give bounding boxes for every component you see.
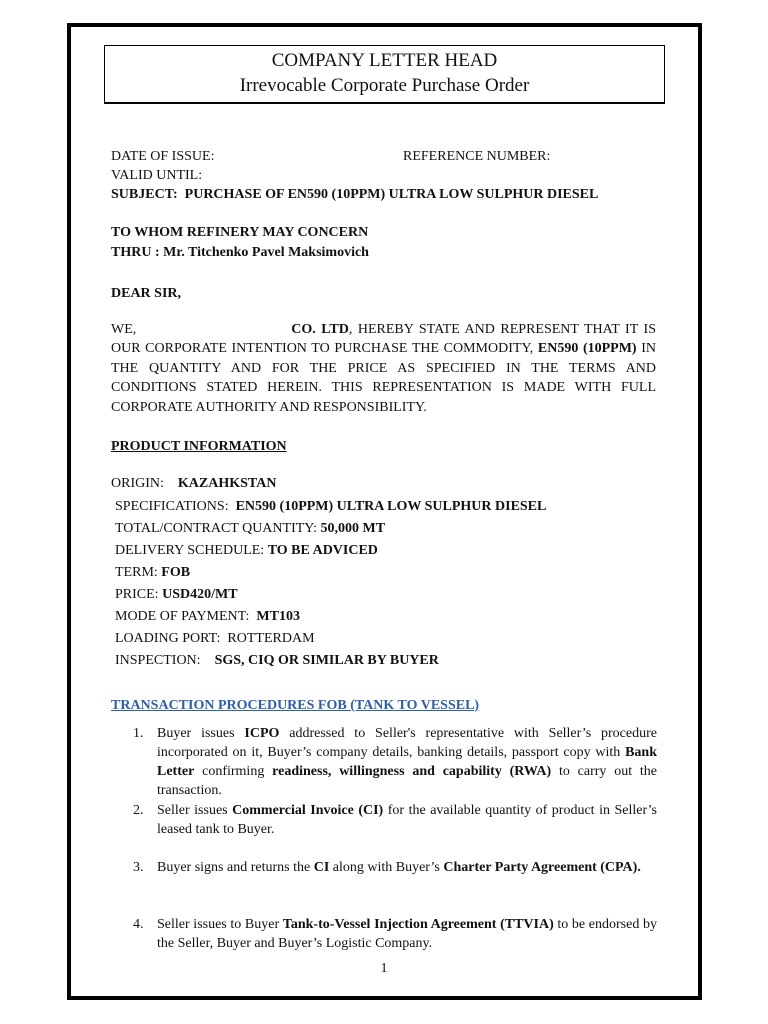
- product-label: PRICE:: [115, 587, 159, 602]
- procedure-text: along with Buyer’s: [329, 860, 444, 875]
- subject-line: [111, 185, 598, 204]
- product-row: [115, 607, 300, 626]
- product-row: [115, 519, 385, 538]
- date-of-issue: DATE OF ISSUE:: [111, 149, 215, 164]
- product-row: [115, 585, 238, 604]
- intro-text-2: IN THE QUANTITY AND FOR THE PRICE AS SPECIFIED IN THE TERMS AND CONDITIONS STATED HEREIN. THIS REPRESENTATION IS MADE WITH FULL CORPORATE AUTHORITY AND RESPONSIBILITY.: [111, 341, 656, 415]
- product-row: [115, 563, 190, 582]
- reference-number: REFERENCE NUMBER:: [403, 149, 551, 164]
- product-label: ORIGIN:: [111, 476, 164, 491]
- product-label: DELIVERY SCHEDULE:: [115, 543, 265, 558]
- product-value: 50,000 MT: [320, 521, 386, 536]
- letterhead-subtitle: Irrevocable Corporate Purchase Order: [239, 75, 530, 96]
- procedure-bold-text: Tank-to-Vessel Injection Agreement (TTVIA): [282, 917, 554, 932]
- procedure-number: 2.: [133, 803, 144, 818]
- product-row: [115, 497, 546, 516]
- product-label: LOADING PORT:: [115, 631, 221, 646]
- procedure-text: confirming: [194, 764, 273, 779]
- procedure-item: [133, 801, 657, 839]
- valid-until: VALID UNTIL:: [111, 168, 203, 183]
- procedure-text: for the available quantity of product in Seller’s leased tank to Buyer.: [157, 803, 657, 837]
- product-row: [115, 629, 315, 648]
- procedure-bold-text: Bank Letter: [157, 745, 657, 779]
- procedure-item: [133, 915, 657, 953]
- page-number: 1: [380, 961, 388, 976]
- product-row: [115, 541, 378, 560]
- procedure-bold-text: Commercial Invoice (CI): [232, 803, 384, 818]
- product-value: EN590 (10PPM) ULTRA LOW SULPHUR DIESEL: [235, 499, 547, 514]
- intro-text-1: , HEREBY STATE AND REPRESENT THAT IT IS OUR CORPORATE INTENTION TO PURCHASE THE COMMODITY,: [111, 322, 656, 357]
- product-row: [111, 474, 276, 493]
- procedure-text: Buyer issues: [157, 726, 245, 741]
- procedure-text: addressed to Seller's representative with Seller’s procedure incorporated on it, Buyer’s company details, banking details, passport copy with: [157, 726, 657, 760]
- procedure-bold-text: CI: [313, 860, 330, 875]
- product-value: USD420/MT: [162, 587, 238, 602]
- procedure-bold-text: readiness, willingness and capability (RWA): [272, 764, 552, 779]
- product-label: TOTAL/CONTRACT QUANTITY:: [115, 521, 318, 536]
- procedure-number: 3.: [133, 860, 144, 875]
- procedure-text: to be endorsed by the Seller, Buyer and Buyer’s Logistic Company.: [157, 917, 657, 951]
- salutation: DEAR SIR,: [111, 286, 182, 301]
- procedure-bold-text: Charter Party Agreement (CPA).: [443, 860, 641, 875]
- product-row: [115, 651, 439, 670]
- product-value: FOB: [161, 565, 191, 580]
- procedure-text: to carry out the transaction.: [157, 764, 658, 798]
- procedures-heading-link[interactable]: TRANSACTION PROCEDURES FOB (TANK TO VESSEL): [111, 698, 480, 713]
- procedure-item: [133, 858, 657, 877]
- product-label: TERM:: [115, 565, 158, 580]
- subject-label: SUBJECT:: [111, 187, 178, 202]
- product-value: MT103: [256, 609, 300, 624]
- procedure-bold-text: ICPO: [244, 726, 280, 741]
- product-value: ROTTERDAM: [227, 631, 315, 646]
- product-heading: PRODUCT INFORMATION: [111, 439, 287, 454]
- intro-paragraph: [111, 320, 656, 417]
- procedure-text: Buyer signs and returns the: [157, 860, 314, 875]
- addressee-to: TO WHOM REFINERY MAY CONCERN: [111, 225, 369, 240]
- procedure-number: 1.: [133, 726, 144, 741]
- product-label: INSPECTION:: [115, 653, 201, 668]
- product-label: MODE OF PAYMENT:: [115, 609, 250, 624]
- procedure-text: Seller issues: [157, 803, 233, 818]
- procedure-text: Seller issues to Buyer: [157, 917, 283, 932]
- product-value: TO BE ADVICED: [267, 543, 378, 558]
- intro-commodity: EN590 (10PPM): [537, 341, 637, 357]
- product-label: SPECIFICATIONS:: [115, 499, 229, 514]
- letterhead-title: COMPANY LETTER HEAD: [271, 50, 498, 71]
- procedure-number: 4.: [133, 917, 144, 932]
- addressee-thru: THRU : Mr. Titchenko Pavel Maksimovich: [111, 245, 369, 260]
- intro-we: WE,: [111, 322, 137, 337]
- procedure-item: [133, 724, 658, 800]
- subject-value: PURCHASE OF EN590 (10PPM) ULTRA LOW SULPHUR DIESEL: [184, 187, 599, 202]
- product-value: SGS, CIQ OR SIMILAR BY BUYER: [214, 653, 439, 668]
- letterhead-box: [104, 45, 665, 104]
- intro-company: CO. LTD: [291, 322, 349, 337]
- product-value: KAZAHKSTAN: [177, 476, 277, 491]
